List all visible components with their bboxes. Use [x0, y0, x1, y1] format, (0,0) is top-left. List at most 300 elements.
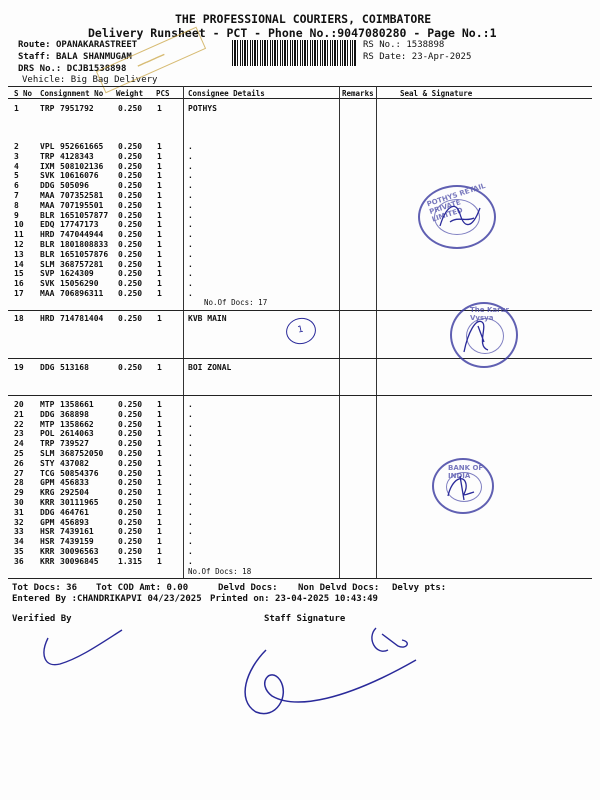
row-sno: 28 [14, 478, 24, 488]
table-row [0, 269, 380, 279]
row-pcs: 1 [157, 200, 162, 210]
table-row [0, 240, 380, 250]
pothys-signature [436, 196, 486, 236]
table-row [0, 171, 380, 181]
row-weight: 1.315 [118, 556, 143, 566]
table-row [0, 547, 380, 557]
row-weight: 0.250 [118, 240, 143, 249]
row-consignment-no: 30096845 [60, 556, 99, 566]
col-header-weight: Weight [116, 89, 144, 98]
table-row [0, 469, 380, 479]
table-row [0, 142, 380, 152]
table-row [0, 191, 380, 201]
row-consignee: . [188, 556, 193, 566]
row-sno: 25 [14, 449, 24, 458]
row-pcs: 1 [157, 429, 162, 439]
row-sno: 11 [14, 230, 24, 240]
row-pcs: 1 [157, 269, 162, 279]
row-sno: 26 [14, 458, 24, 468]
row-weight: 0.250 [118, 259, 143, 269]
table-header-rule [8, 98, 592, 99]
row-sno: 29 [14, 488, 24, 498]
row-consignee: . [188, 230, 193, 240]
col-header-pcs: PCS [156, 89, 170, 98]
row-consignment-no: 17747173 [60, 220, 99, 230]
kvb-signature [458, 312, 498, 358]
row-weight: 0.250 [118, 230, 143, 240]
boi-stamp-text: BANK OF INDIA [448, 464, 484, 480]
vehicle-label: Vehicle: [22, 75, 66, 85]
staff-value: BALA SHANMUGAM [55, 52, 132, 62]
row-branch-code: SLM [40, 449, 55, 458]
received-stamp: ━━━━━━ [96, 27, 206, 94]
row-branch-code: KRR [40, 556, 55, 566]
row-consignment-no: 508102136 [60, 161, 104, 171]
row-pcs: 1 [157, 537, 162, 547]
table-row [0, 104, 380, 114]
row-weight: 0.250 [118, 249, 143, 259]
row-weight: 0.250 [118, 220, 143, 230]
row-weight: 0.250 [118, 269, 143, 279]
row-weight: 0.250 [118, 161, 143, 171]
row-pcs: 1 [157, 478, 162, 488]
table-top-rule [8, 86, 592, 87]
row-weight: 0.250 [118, 200, 143, 210]
row-branch-code: GPM [40, 517, 55, 527]
row-branch-code: KRR [40, 547, 55, 556]
rs-date-value: 23-Apr-2025 [411, 52, 472, 62]
row-consignee: . [188, 200, 193, 210]
row-branch-code: DDG [40, 409, 55, 419]
row-sno: 10 [14, 220, 24, 230]
pothys-stamp-text: POTHYS RETAIL PRIVATE LIMITED [425, 181, 487, 224]
row-sno: 23 [14, 429, 24, 439]
row-branch-code: DDG [40, 507, 55, 517]
row-sno: 9 [14, 210, 19, 220]
table-row [0, 220, 380, 230]
row-sno: 24 [14, 439, 24, 449]
non-delivered-docs: Non Delvd Docs: [298, 583, 380, 593]
row-consignee: . [188, 429, 193, 439]
row-consignee: . [188, 537, 193, 547]
row-pcs: 1 [157, 151, 162, 161]
rs-date-label: RS Date: [363, 52, 407, 62]
row-branch-code: SVP [40, 269, 55, 279]
rs-no-label: RS No.: [363, 40, 401, 50]
row-sno: 18 [14, 314, 24, 323]
row-pcs: 1 [157, 409, 162, 419]
table-row [0, 363, 380, 373]
staff-signature [226, 620, 436, 730]
col-header-consignment: Consignment No [40, 89, 104, 98]
row-consignment-no: 464761 [60, 507, 89, 517]
table-row [0, 289, 380, 299]
row-branch-code: EDQ [40, 220, 55, 230]
row-sno: 2 [14, 142, 19, 151]
row-consignment-no: 30111965 [60, 498, 99, 507]
row-pcs: 1 [157, 210, 162, 220]
row-pcs: 1 [157, 171, 162, 181]
row-pcs: 1 [157, 400, 162, 409]
row-consignment-no: 368752050 [60, 449, 104, 458]
row-consignment-no: 368898 [60, 409, 89, 419]
table-row [0, 537, 380, 547]
row-weight: 0.250 [118, 488, 143, 498]
table-row [0, 488, 380, 498]
row-sno: 32 [14, 517, 24, 527]
row-consignee: . [188, 468, 193, 478]
row-weight: 0.250 [118, 478, 143, 488]
row-sno: 4 [14, 161, 19, 171]
row-weight: 0.250 [118, 104, 143, 113]
route-line [18, 40, 137, 50]
row-consignment-no: 368757281 [60, 259, 104, 269]
row-consignment-no: 1358662 [60, 419, 94, 429]
table-row [0, 410, 380, 420]
table-row [0, 459, 380, 469]
row-consignment-no: 7951792 [60, 104, 94, 113]
row-weight: 0.250 [118, 191, 143, 200]
row-consignee: . [188, 419, 193, 429]
entered-by: Entered By :CHANDRIKAPVI 04/23/2025 [12, 594, 202, 604]
row-weight: 0.250 [118, 429, 143, 439]
row-sno: 36 [14, 556, 24, 566]
row-consignee: . [188, 279, 193, 289]
rs-date-line [363, 52, 471, 62]
row-weight: 0.250 [118, 458, 143, 468]
row-branch-code: TCG [40, 468, 55, 478]
row-branch-code: BLR [40, 210, 55, 220]
row-branch-code: DDG [40, 363, 55, 372]
row-branch-code: HRD [40, 314, 55, 323]
row-consignment-no: 7439161 [60, 527, 94, 537]
row-weight: 0.250 [118, 498, 143, 507]
table-row [0, 439, 380, 449]
row-weight: 0.250 [118, 400, 143, 409]
company-title: THE PROFESSIONAL COURIERS, COIMBATORE [175, 12, 432, 26]
total-cod-amount: Tot COD Amt: 0.00 [96, 583, 189, 593]
row-branch-code: BLR [40, 249, 55, 259]
row-branch-code: GPM [40, 478, 55, 488]
row-pcs: 1 [157, 439, 162, 449]
row-consignment-no: 2614063 [60, 429, 94, 439]
row-sno: 17 [14, 289, 24, 298]
row-consignee: . [188, 547, 193, 556]
row-sno: 6 [14, 181, 19, 191]
row-pcs: 1 [157, 517, 162, 527]
table-row [0, 518, 380, 528]
group4-doc-count: No.Of Docs: 18 [188, 567, 252, 576]
kvb-stamp-text: The Karur Vysya [470, 306, 509, 322]
row-pcs: 1 [157, 556, 162, 566]
row-sno: 5 [14, 171, 19, 181]
row-consignee: . [188, 191, 193, 200]
row-weight: 0.250 [118, 449, 143, 458]
row-sno: 8 [14, 200, 19, 210]
row-consignment-no: 1801808833 [60, 240, 109, 249]
total-docs: Tot Docs: 36 [12, 583, 78, 593]
row-weight: 0.250 [118, 537, 143, 547]
row-branch-code: KRR [40, 498, 55, 507]
row-consignee: . [188, 488, 193, 498]
row-branch-code: MAA [40, 289, 55, 298]
row-sno: 31 [14, 507, 24, 517]
row-pcs: 1 [157, 507, 162, 517]
row-branch-code: STY [40, 458, 55, 468]
row-consignment-no: 714781404 [60, 314, 104, 323]
row-consignee: . [188, 210, 193, 220]
row-weight: 0.250 [118, 279, 143, 289]
row-consignee: . [188, 507, 193, 517]
row-consignment-no: 15056290 [60, 279, 99, 289]
row-pcs: 1 [157, 279, 162, 289]
row-branch-code: MAA [40, 191, 55, 200]
row-sno: 30 [14, 498, 24, 507]
printed-on: Printed on: 23-04-2025 10:43:49 [210, 594, 378, 604]
table-row [0, 478, 380, 488]
row-weight: 0.250 [118, 547, 143, 556]
table-row [0, 429, 380, 439]
row-consignment-no: 292504 [60, 488, 89, 498]
row-consignment-no: 707352581 [60, 191, 104, 200]
table-bottom-rule [8, 578, 592, 579]
row-branch-code: HSR [40, 527, 55, 537]
row-consignment-no: 513168 [60, 363, 89, 372]
row-pcs: 1 [157, 458, 162, 468]
row-consignee: . [188, 409, 193, 419]
col-header-sno: S No [14, 89, 33, 98]
row-pcs: 1 [157, 240, 162, 249]
row-sno: 33 [14, 527, 24, 537]
row-weight: 0.250 [118, 507, 143, 517]
table-row [0, 201, 380, 211]
staff-label: Staff: [18, 52, 51, 62]
row-branch-code: SVK [40, 279, 55, 289]
row-pcs: 1 [157, 230, 162, 240]
row-consignment-no: 706896311 [60, 289, 104, 298]
row-branch-code: BLR [40, 240, 55, 249]
row-pcs: 1 [157, 191, 162, 200]
row-sno: 7 [14, 191, 19, 200]
row-sno: 14 [14, 259, 24, 269]
row-sno: 12 [14, 240, 24, 249]
row-pcs: 1 [157, 527, 162, 537]
row-consignee: . [188, 181, 193, 191]
row-sno: 1 [14, 104, 19, 113]
table-row [0, 279, 380, 289]
row-weight: 0.250 [118, 151, 143, 161]
rs-no-line [363, 40, 444, 50]
row-weight: 0.250 [118, 527, 143, 537]
table-row [0, 527, 380, 537]
row-pcs: 1 [157, 181, 162, 191]
row-consignee: . [188, 478, 193, 488]
row-consignee: . [188, 269, 193, 279]
row-consignee: . [188, 249, 193, 259]
row-consignee: . [188, 498, 193, 507]
row-consignment-no: 1651057876 [60, 249, 109, 259]
row-consignee: BOI ZONAL [188, 363, 232, 372]
row-consignee: . [188, 527, 193, 537]
row-consignment-no: 456833 [60, 478, 89, 488]
row-branch-code: HSR [40, 537, 55, 547]
row-consignment-no: 456893 [60, 517, 89, 527]
drs-label: DRS No.: [18, 64, 62, 74]
row-consignee: . [188, 161, 193, 171]
row-weight: 0.250 [118, 181, 143, 191]
table-row [0, 314, 380, 324]
row-consignment-no: 1651057877 [60, 210, 109, 220]
row-weight: 0.250 [118, 314, 143, 323]
row-pcs: 1 [157, 259, 162, 269]
row-weight: 0.250 [118, 419, 143, 429]
row-consignment-no: 10616076 [60, 171, 99, 181]
table-row [0, 260, 380, 270]
drs-value: DCJB1538898 [66, 64, 127, 74]
row-branch-code: MTP [40, 419, 55, 429]
table-row [0, 250, 380, 260]
staff-signature-label: Staff Signature [264, 614, 346, 624]
table-row [0, 449, 380, 459]
row-consignment-no: 437082 [60, 458, 89, 468]
row-consignment-no: 7439159 [60, 537, 94, 547]
vehicle-value: Big Bag Delivery [70, 75, 158, 85]
row-sno: 34 [14, 537, 24, 547]
staff-line [18, 52, 132, 62]
row-pcs: 1 [157, 104, 162, 113]
row-consignment-no: 1624309 [60, 269, 94, 279]
row-branch-code: HRD [40, 230, 55, 240]
row-branch-code: DDG [40, 181, 55, 191]
row-sno: 3 [14, 151, 19, 161]
row-weight: 0.250 [118, 142, 143, 151]
row-sno: 20 [14, 400, 24, 409]
row-consignee: . [188, 289, 193, 298]
row-consignee: KVB MAIN [188, 314, 227, 323]
row-consignee: . [188, 151, 193, 161]
rs-no-value: 1538898 [406, 40, 445, 50]
row-branch-code: KRG [40, 488, 55, 498]
row-branch-code: TRP [40, 151, 55, 161]
row-consignment-no: 747044944 [60, 230, 104, 240]
row-branch-code: MAA [40, 200, 55, 210]
row-consignment-no: 50854376 [60, 468, 99, 478]
col-header-remarks: Remarks [342, 89, 374, 98]
table-row [0, 181, 380, 191]
table-row [0, 162, 380, 172]
row-consignee: . [188, 449, 193, 458]
row-pcs: 1 [157, 468, 162, 478]
row-consignee: . [188, 259, 193, 269]
row-pcs: 1 [157, 142, 162, 151]
row-pcs: 1 [157, 419, 162, 429]
table-row [0, 508, 380, 518]
group-rule-3 [8, 395, 592, 396]
row-consignment-no: 4128343 [60, 151, 94, 161]
barcode-image [232, 40, 356, 66]
row-sno: 19 [14, 363, 24, 372]
row-branch-code: SVK [40, 171, 55, 181]
route-label: Route: [18, 40, 51, 50]
row-consignee: . [188, 439, 193, 449]
row-sno: 22 [14, 419, 24, 429]
table-row [0, 152, 380, 162]
row-weight: 0.250 [118, 210, 143, 220]
circle-note-text: 1 [296, 324, 305, 336]
table-row [0, 557, 380, 567]
row-sno: 16 [14, 279, 24, 289]
table-row [0, 230, 380, 240]
route-value: OPANAKARASTREET [55, 40, 138, 50]
row-pcs: 1 [157, 488, 162, 498]
row-consignment-no: 707195501 [60, 200, 104, 210]
table-row [0, 498, 380, 508]
verified-by-label: Verified By [12, 614, 72, 624]
row-branch-code: SLM [40, 259, 55, 269]
table-row [0, 400, 380, 410]
row-branch-code: TRP [40, 104, 55, 113]
row-pcs: 1 [157, 220, 162, 230]
row-branch-code: MTP [40, 400, 55, 409]
row-consignee: . [188, 171, 193, 181]
row-consignee: . [188, 142, 193, 151]
row-pcs: 1 [157, 449, 162, 458]
row-branch-code: TRP [40, 439, 55, 449]
row-consignee: . [188, 400, 193, 409]
row-pcs: 1 [157, 289, 162, 298]
row-sno: 27 [14, 468, 24, 478]
row-consignment-no: 739527 [60, 439, 89, 449]
row-consignment-no: 952661665 [60, 142, 104, 151]
row-pcs: 1 [157, 161, 162, 171]
delivered-docs: Delvd Docs: [218, 583, 278, 593]
row-weight: 0.250 [118, 517, 143, 527]
row-consignment-no: 30096563 [60, 547, 99, 556]
runsheet-title: Delivery Runsheet - PCT - Phone No.:9047080280 - Page No.:1 [88, 26, 497, 40]
col-header-seal: Seal & Signature [400, 89, 473, 98]
row-consignment-no: 1358661 [60, 400, 94, 409]
table-row [0, 211, 380, 221]
row-weight: 0.250 [118, 409, 143, 419]
verifier-signature [30, 624, 130, 684]
row-pcs: 1 [157, 547, 162, 556]
row-sno: 21 [14, 409, 24, 419]
row-weight: 0.250 [118, 171, 143, 181]
row-consignee: . [188, 458, 193, 468]
table-row [0, 420, 380, 430]
row-pcs: 1 [157, 249, 162, 259]
boi-signature [444, 468, 484, 504]
row-consignee: . [188, 220, 193, 230]
row-weight: 0.250 [118, 363, 143, 372]
row-branch-code: IXM [40, 161, 55, 171]
row-sno: 15 [14, 269, 24, 279]
row-weight: 0.250 [118, 468, 143, 478]
row-pcs: 1 [157, 314, 162, 323]
row-consignee: POTHYS [188, 104, 217, 113]
row-consignee: . [188, 517, 193, 527]
row-sno: 35 [14, 547, 24, 556]
row-branch-code: VPL [40, 142, 55, 151]
row-consignee: . [188, 240, 193, 249]
row-weight: 0.250 [118, 289, 143, 298]
row-weight: 0.250 [118, 439, 143, 449]
row-pcs: 1 [157, 363, 162, 372]
row-branch-code: POL [40, 429, 55, 439]
row-consignment-no: 505096 [60, 181, 89, 191]
delivery-points: Delvy pts: [392, 583, 447, 593]
col-header-consignee: Consignee Details [188, 89, 265, 98]
